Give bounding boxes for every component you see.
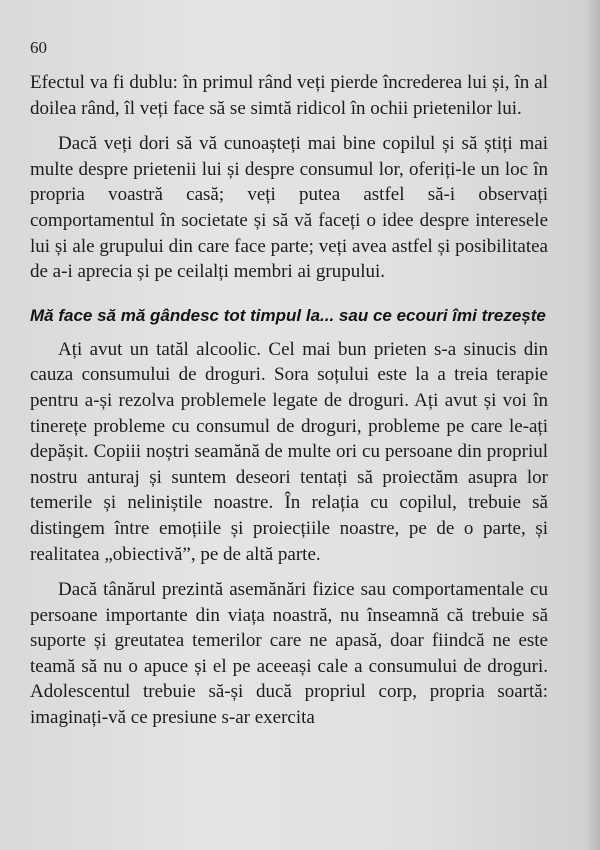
paragraph-advice: Dacă veți dori să vă cunoașteți mai bine copilul și să știți mai multe despre prietenii lui și despre consumul lor, oferiți-le un loc în propria voastră casă; veți putea astfel să-i observați comportamentul în societate și să vă faceți o idee despre interesele lui și ale grupului din care face parte; veți avea astfel și posibilitatea de a-i aprecia și pe ceilalți membri ai grupului. <box>30 133 548 283</box>
section-heading: Mă face să mă gândesc tot timpul la... sau ce ecouri îmi trezește <box>30 305 546 325</box>
paragraph-intro: Efectul va fi dublu: în primul rând veți pierde încrederea lui și, în al doilea rând, îl veți face să se simtă ridicol în ochii prietenilor lui. <box>30 72 548 119</box>
paragraph-section-2: Dacă tânărul prezintă asemănări fizice sau comportamentale cu persoane importante din viața noastră, nu înseamnă că trebuie să suporte și greutatea temerilor care ne apasă, doar fiindcă ne este teamă să nu o apuce și el pe aceeași cale a consumului de droguri. Adolescentul trebuie să-și ducă propriul corp, propria soartă: imaginați-vă ce presiune s-ar exercita <box>30 579 548 729</box>
page-number: 60 <box>30 38 47 57</box>
paragraph-section-1: Ați avut un tatăl alcoolic. Cel mai bun prieten s-a sinucis din cauza consumului de droguri. Sora soțului este la a treia terapie pentru a-și rezolva problemele legate de droguri. Ați avut și voi în tinerețe probleme cu consumul de droguri, probleme pe care le-ați depășit. Copiii noștri seamănă de multe ori cu persoane din propriul nostru anturaj și suntem deseori tentați să proiectăm asupra lor temerile și neliniștile noastre. În relația cu copilul, trebuie să distingem între emoțiile și proiecțiile noastre, pe de o parte, și realitatea „obiectivă”, pe de altă parte. <box>30 338 548 565</box>
page-content <box>30 70 548 731</box>
